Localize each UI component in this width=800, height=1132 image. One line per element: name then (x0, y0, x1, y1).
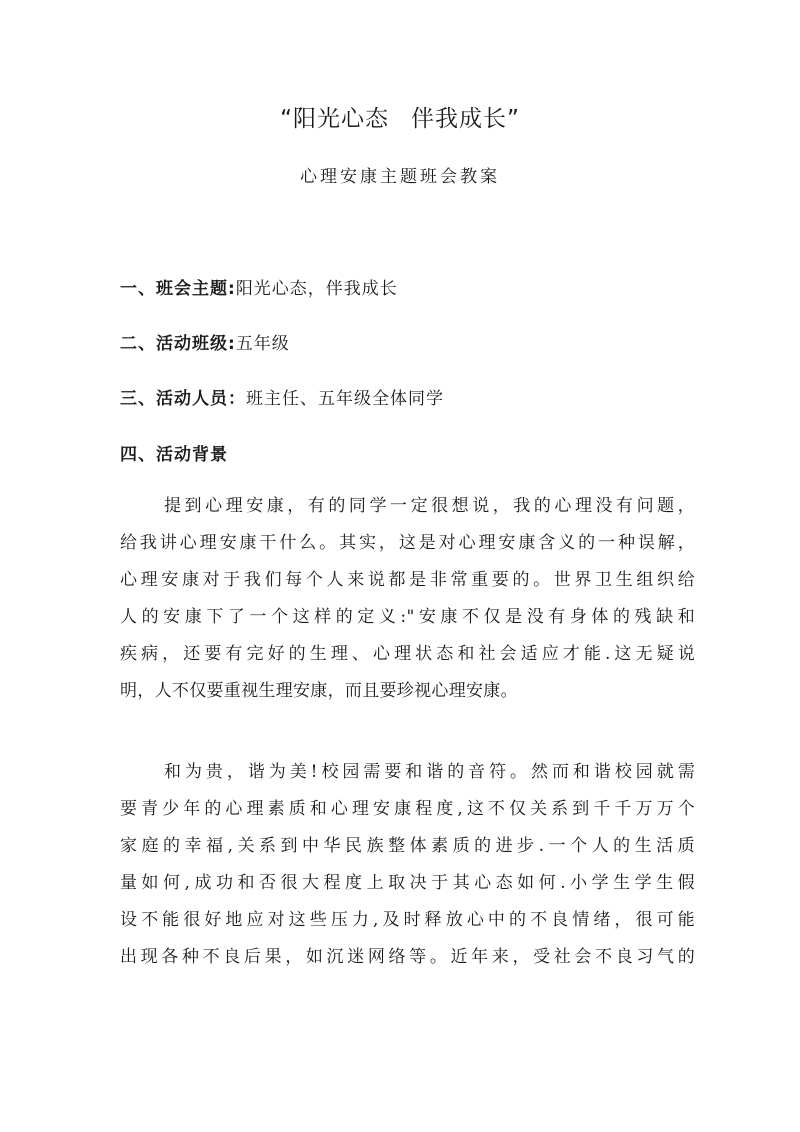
title-part-1: “阳光心态 (280, 106, 389, 132)
paragraph-line: 出现各种不良后果，如沉迷网络等。近年来，受社会不良习气的 (120, 947, 695, 967)
paragraph-line: 和为贵，谐为美!校园需要和谐的音符。然而和谐校园就需 (164, 762, 695, 782)
paragraph-line: 人的安康下了一个这样的定义:"安康不仅是没有身体的残缺和 (120, 607, 695, 627)
paragraph-line: 明，人不仅要重视生理安康，而且要珍视心理安康。 (120, 681, 518, 701)
section-label: 一、班会主题: (120, 279, 236, 299)
section-value: 阳光心态，伴我成长 (235, 279, 398, 299)
section-label: 二、活动班级: (120, 334, 236, 354)
section-participants (120, 384, 444, 409)
paragraph-background-1 (120, 488, 695, 710)
paragraph-line: 提到心理安康，有的同学一定很想说，我的心理没有问题， (164, 496, 695, 516)
section-value: 班主任、五年级全体同学 (246, 389, 444, 409)
title-part-2: 伴我成长” (411, 106, 520, 132)
paragraph-line: 设不能很好地应对这些压力,及时释放心中的不良情绪，很可能 (120, 910, 695, 930)
section-class-theme (120, 274, 398, 299)
paragraph-line: 家庭的幸福,关系到中华民族整体素质的进步.一个人的生活质 (120, 836, 695, 856)
section-label: 三、活动人员： (120, 389, 246, 409)
paragraph-line: 要青少年的心理素质和心理安康程度,这不仅关系到千千万万个 (120, 799, 695, 819)
section-activity-class (120, 329, 290, 354)
document-subtitle: 心理安康主题班会教案 (300, 167, 500, 187)
paragraph-line: 量如何,成功和否很大程度上取决于其心态如何.小学生学生假 (120, 873, 695, 893)
paragraph-line: 给我讲心理安康干什么。其实，这是对心理安康含义的一种误解， (120, 533, 695, 553)
section-label: 四、活动背景 (120, 445, 228, 465)
section-value: 五年级 (235, 334, 290, 354)
paragraph-background-2 (120, 754, 695, 976)
paragraph-line: 疾病，还要有完好的生理、心理状态和社会适应才能.这无疑说 (120, 644, 695, 664)
paragraph-line: 心理安康对于我们每个人来说都是非常重要的。世界卫生组织给 (120, 570, 695, 590)
section-background-heading (120, 440, 228, 465)
document-title (0, 100, 800, 133)
